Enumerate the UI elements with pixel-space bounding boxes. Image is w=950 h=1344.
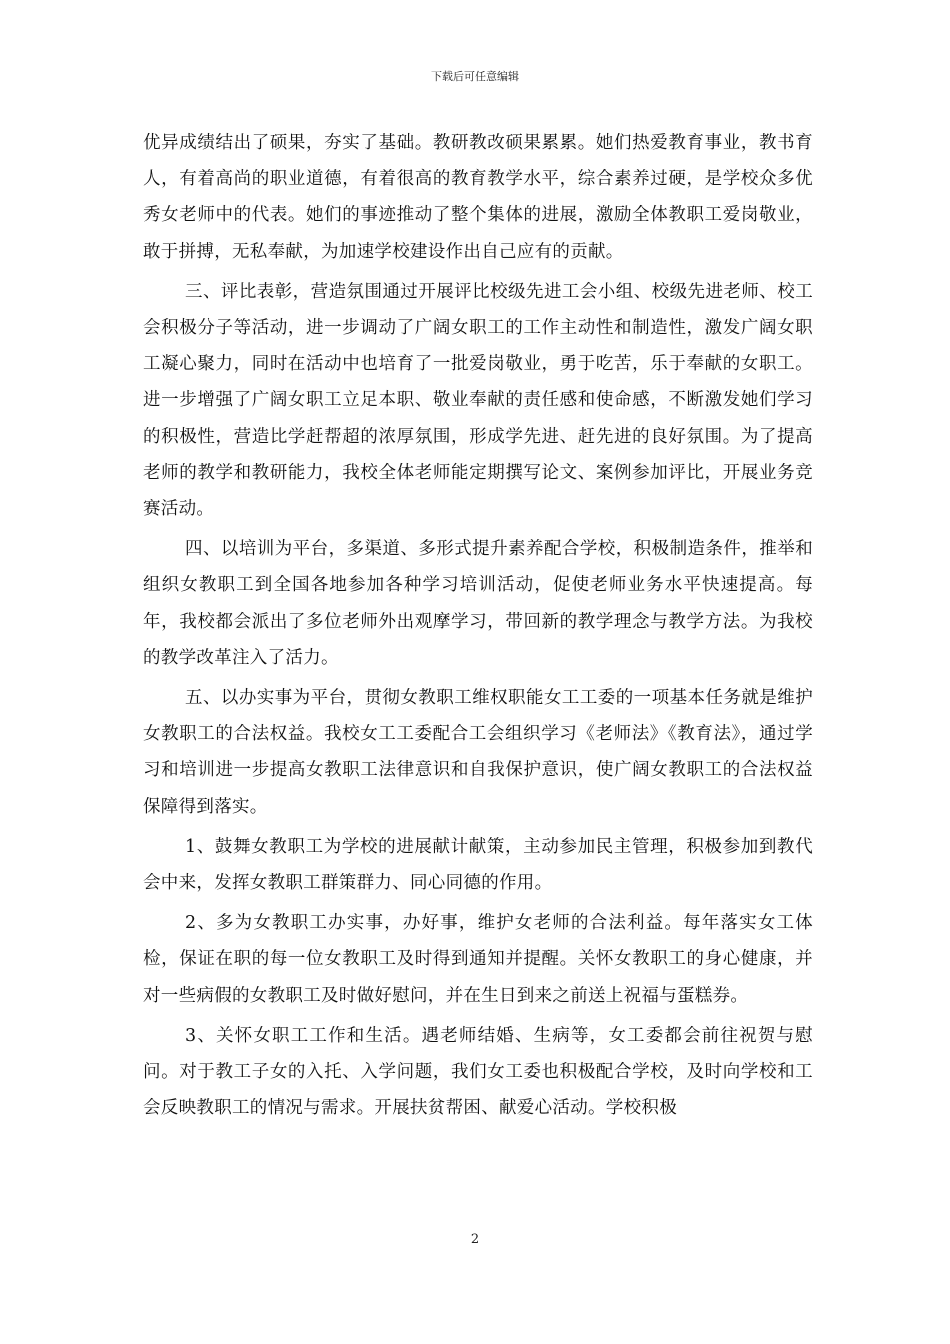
paragraph: 3、关怀女职工工作和生活。遇老师结婚、生病等，女工委都会前往祝贺与慰问。对于教工子女的入托、入学问题，我们女工委也积极配合学校，及时向学校和工会反映教职工的情况与需求。开展扶贫帮困、献爱心活动。学校积极 bbox=[143, 1025, 813, 1119]
paragraph: 1、鼓舞女教职工为学校的进展献计献策，主动参加民主管理，积极参加到教代会中来，发挥女教职工群策群力、同心同德的作用。 bbox=[143, 836, 813, 894]
page-number: 2 bbox=[470, 1232, 480, 1247]
document-body bbox=[143, 125, 813, 1130]
page-header: 下载后可任意编辑 bbox=[431, 70, 519, 83]
paragraph: 五、以办实事为平台，贯彻女教职工维权职能女工工委的一项基本任务就是维护女教职工的合法权益。我校女工工委配合工会组织学习《老师法》《教育法》，通过学习和培训进一步提高女教职工法律意识和自我保护意识，使广阔女教职工的合法权益保障得到落实。 bbox=[143, 688, 813, 817]
paragraph: 2、多为女教职工办实事，办好事，维护女老师的合法利益。每年落实女工体检，保证在职的每一位女教职工及时得到通知并提醒。关怀女教职工的身心健康，并对一些病假的女教职工及时做好慰问，并在生日到来之前送上祝福与蛋糕券。 bbox=[143, 913, 813, 1006]
paragraph: 三、评比表彰，营造氛围通过开展评比校级先进工会小组、校级先进老师、校工会积极分子等活动，进一步调动了广阔女职工的工作主动性和制造性，激发广阔女职工凝心聚力，同时在活动中也培育了一批爱岗敬业，勇于吃苦，乐于奉献的女职工。进一步增强了广阔女职工立足本职、敬业奉献的责任感和使命感，不断激发她们学习的积极性，营造比学赶帮超的浓厚氛围，形成学先进、赶先进的良好氛围。为了提高老师的教学和教研能力，我校全体老师能定期撰写论文、案例参加评比，开展业务竞赛活动。 bbox=[143, 281, 813, 520]
paragraph: 优异成绩结出了硕果，夯实了基础。教研教改硕果累累。她们热爱教育事业，教书育人，有着高尚的职业道德，有着很高的教育教学水平，综合素养过硬，是学校众多优秀女老师中的代表。她们的事迹推动了整个集体的进展，激励全体教职工爱岗敬业，敢于拼搏，无私奉献，为加速学校建设作出自己应有的贡献。 bbox=[143, 133, 813, 262]
paragraph: 四、以培训为平台，多渠道、多形式提升素养配合学校，积极制造条件，推举和组织女教职工到全国各地参加各种学习培训活动，促使老师业务水平快速提高。每年，我校都会派出了多位老师外出观摩学习，带回新的教学理念与教学方法。为我校的教学改革注入了活力。 bbox=[143, 539, 813, 668]
